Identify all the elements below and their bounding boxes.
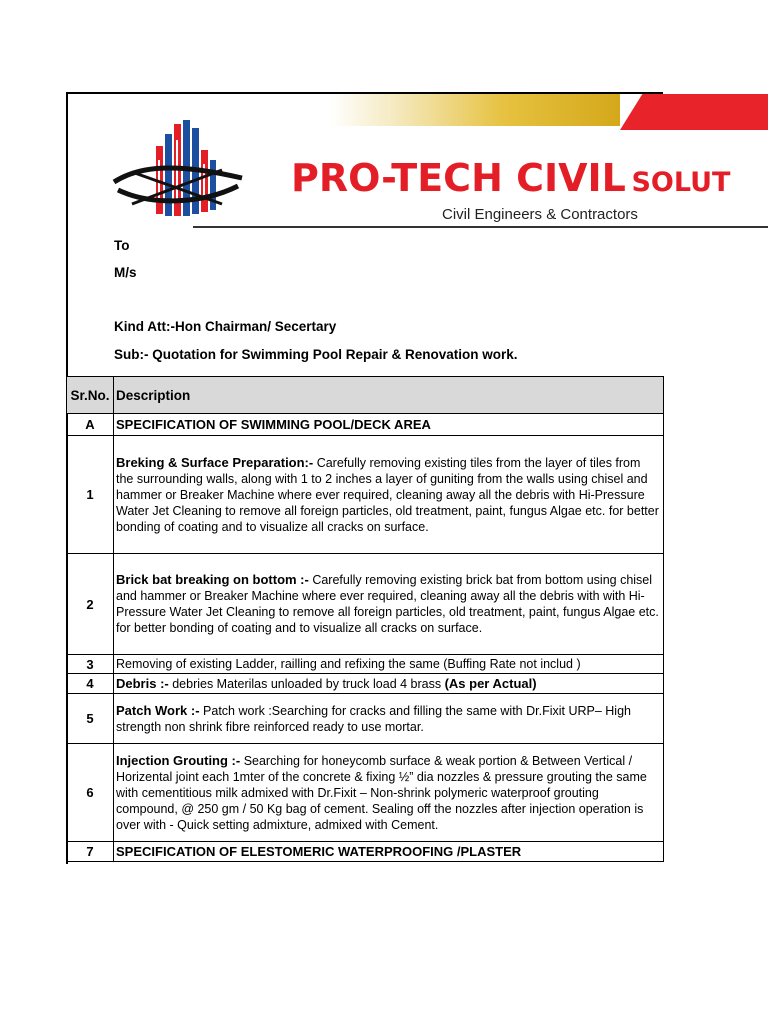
item-text: Patch work :Searching for cracks and filling the same with Dr.Fixit URP– High strength non shrink fibre reinforced ready to use mortar. bbox=[116, 703, 631, 734]
gold-band bbox=[330, 94, 620, 126]
row-description bbox=[114, 744, 664, 842]
company-name bbox=[291, 156, 730, 200]
company-tagline: Civil Engineers & Contractors bbox=[442, 206, 638, 223]
table-row bbox=[67, 436, 664, 554]
row-number: 1 bbox=[67, 436, 114, 554]
row-description bbox=[114, 694, 664, 744]
row-description: Removing of existing Ladder, railling and refixing the same (Buffing Rate not includ ) bbox=[114, 655, 664, 674]
table-row bbox=[67, 842, 664, 862]
table-row bbox=[67, 554, 664, 655]
table-row bbox=[67, 674, 664, 694]
row-number: 5 bbox=[67, 694, 114, 744]
letterhead bbox=[68, 94, 768, 234]
table-row bbox=[67, 744, 664, 842]
item-suffix: (As per Actual) bbox=[444, 675, 537, 691]
table-row bbox=[67, 414, 664, 436]
item-title: Debris :- bbox=[116, 675, 169, 691]
item-text: Carefully removing existing tiles from the layer of tiles from the surrounding walls, along with 1 to 2 inches a layer of guniting from the walls using chisel and hammer or Breaker Machine where ever required, cleaning away all the debris with Hi-Pressure Water Jet Cleaning to remove all foreign particles, old treatment, paint, fungus Algae etc. for better bonding of coating and to visualize all cracks on surface. bbox=[116, 455, 659, 534]
header-description: Description bbox=[114, 377, 664, 414]
table-row bbox=[67, 655, 664, 674]
header-rule bbox=[193, 226, 768, 228]
item-title: Breking & Surface Preparation:- bbox=[116, 454, 314, 470]
item-title: Injection Grouting :- bbox=[116, 752, 241, 768]
section-heading: SPECIFICATION OF ELESTOMERIC WATERPROOFING /PLASTER bbox=[114, 842, 664, 862]
row-description bbox=[114, 436, 664, 554]
table-row bbox=[67, 694, 664, 744]
address-to: To bbox=[114, 238, 130, 253]
kind-attention: Kind Att:-Hon Chairman/ Secertary bbox=[114, 319, 337, 334]
row-number: 4 bbox=[67, 674, 114, 694]
item-title: Brick bat breaking on bottom :- bbox=[116, 572, 309, 587]
subject-line: Sub:- Quotation for Swimming Pool Repair & Renovation work. bbox=[114, 347, 518, 362]
item-text: debries Materilas unloaded by truck load 4 brass bbox=[168, 676, 445, 691]
row-number: 6 bbox=[67, 744, 114, 842]
row-description bbox=[114, 674, 664, 694]
header-srno: Sr.No. bbox=[67, 377, 114, 414]
address-ms: M/s bbox=[114, 265, 137, 280]
company-name-suffix: SOLUT bbox=[631, 167, 731, 198]
row-number: 3 bbox=[67, 655, 114, 674]
section-heading: SPECIFICATION OF SWIMMING POOL/DECK AREA bbox=[114, 414, 664, 436]
row-number: 2 bbox=[67, 554, 114, 655]
company-name-main: PRO-TECH CIVIL bbox=[291, 156, 626, 200]
red-band bbox=[620, 94, 768, 130]
item-text: Searching for honeycomb surface & weak portion & Between Vertical / Horizental joint each 1mter of the concrete & fixing ½” dia nozzles & pressure grouting the same with cementitious milk admixed with Dr.Fixit – Non-shrink polymeric waterproof grouting compound, @ 250 gm / 50 Kg bag of cement. Sealing off the nozzles after injection operation is over with - Quick setting admixture, admixed with Cement. bbox=[116, 753, 647, 832]
row-number: A bbox=[67, 414, 114, 436]
item-title: Patch Work :- bbox=[116, 702, 200, 718]
row-number: 7 bbox=[67, 842, 114, 862]
item-text: Carefully removing existing brick bat from bottom using chisel and hammer or Breaker Machine where ever required, cleaning away all the debris with with Hi-Pressure Water Jet Cleaning to remove all foreign particles, old treatment, paint, fungus Algae etc. for better bonding of coating and to visualize all cracks on surface. bbox=[116, 573, 659, 635]
row-description bbox=[114, 554, 664, 655]
company-logo-icon bbox=[112, 120, 244, 224]
specification-table bbox=[66, 376, 664, 862]
table-header-row bbox=[67, 377, 664, 414]
